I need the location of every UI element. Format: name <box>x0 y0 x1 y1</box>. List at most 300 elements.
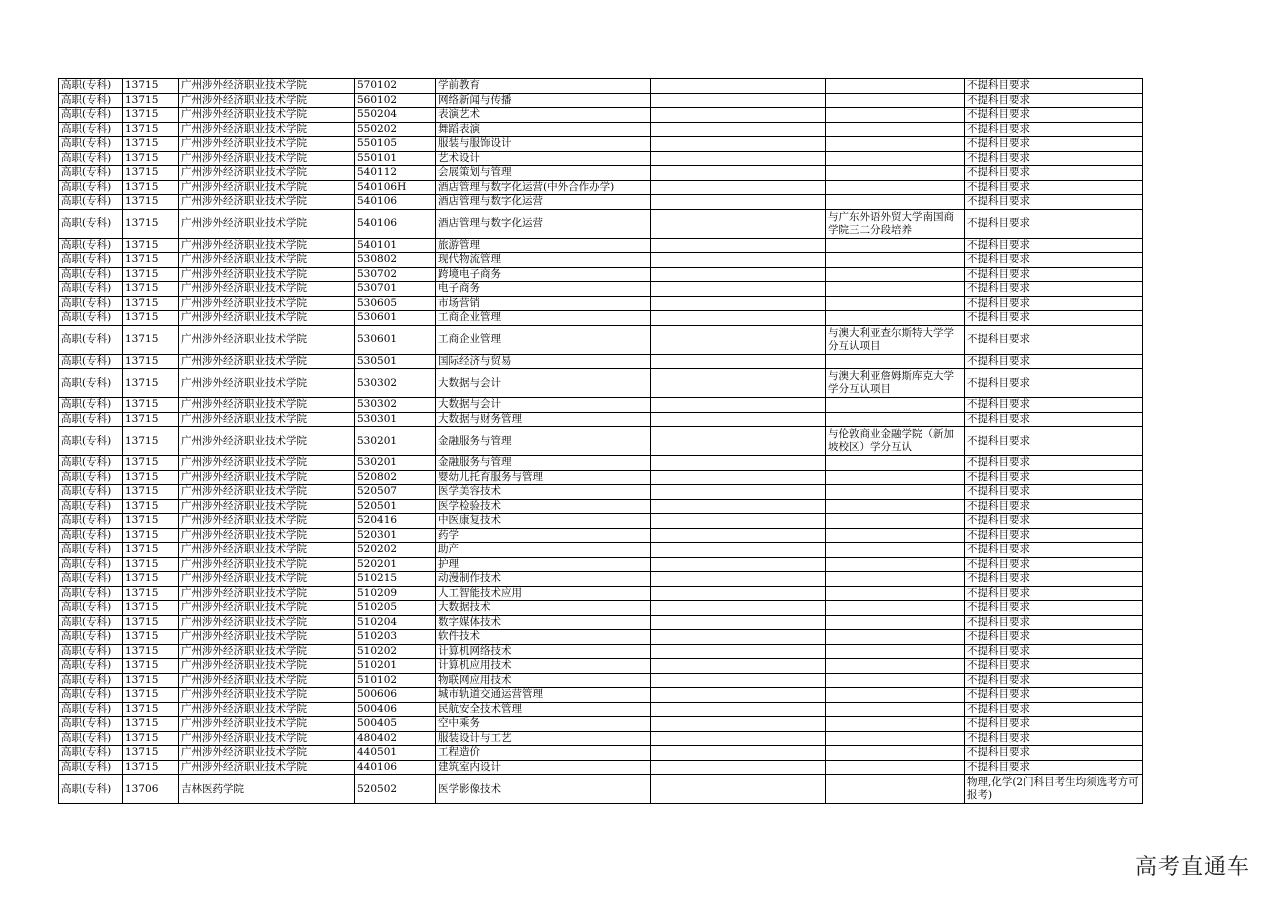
major-name-cell: 国际经济与贸易 <box>436 354 651 369</box>
note-cell <box>826 557 965 572</box>
major-code-cell: 520202 <box>355 543 436 558</box>
requirement-cell: 不提科目要求 <box>965 456 1143 471</box>
major-name-cell: 大数据与会计 <box>436 369 651 398</box>
level-cell: 高职(专科) <box>59 238 123 253</box>
requirement-cell: 不提科目要求 <box>965 267 1143 282</box>
code-cell: 13715 <box>123 253 179 268</box>
remark-cell <box>651 398 826 413</box>
remark-cell <box>651 79 826 94</box>
remark-cell <box>651 514 826 529</box>
major-code-cell: 530302 <box>355 369 436 398</box>
major-name-cell: 服装与服饰设计 <box>436 137 651 152</box>
note-cell <box>826 267 965 282</box>
major-code-cell: 510202 <box>355 644 436 659</box>
school-cell: 广州涉外经济职业技术学院 <box>179 456 355 471</box>
code-cell: 13715 <box>123 485 179 500</box>
school-cell: 广州涉外经济职业技术学院 <box>179 398 355 413</box>
major-code-cell: 510102 <box>355 673 436 688</box>
table-row <box>59 253 1143 268</box>
remark-cell <box>651 151 826 166</box>
table-row <box>59 514 1143 529</box>
table-row <box>59 311 1143 326</box>
requirement-cell: 不提科目要求 <box>965 137 1143 152</box>
school-cell: 广州涉外经济职业技术学院 <box>179 180 355 195</box>
major-name-cell: 工商企业管理 <box>436 311 651 326</box>
major-code-cell: 520501 <box>355 499 436 514</box>
major-name-cell: 婴幼儿托育服务与管理 <box>436 470 651 485</box>
requirement-cell: 不提科目要求 <box>965 514 1143 529</box>
table-row <box>59 717 1143 732</box>
major-code-cell: 510205 <box>355 601 436 616</box>
school-cell: 广州涉外经济职业技术学院 <box>179 485 355 500</box>
note-cell: 与广东外语外贸大学南国商学院三二分段培养 <box>826 209 965 238</box>
school-cell: 广州涉外经济职业技术学院 <box>179 586 355 601</box>
school-cell: 广州涉外经济职业技术学院 <box>179 528 355 543</box>
requirement-cell: 不提科目要求 <box>965 282 1143 297</box>
level-cell: 高职(专科) <box>59 267 123 282</box>
remark-cell <box>651 543 826 558</box>
remark-cell <box>651 93 826 108</box>
code-cell: 13715 <box>123 717 179 732</box>
code-cell: 13715 <box>123 615 179 630</box>
table-row <box>59 615 1143 630</box>
school-cell: 广州涉外经济职业技术学院 <box>179 717 355 732</box>
level-cell: 高职(专科) <box>59 543 123 558</box>
level-cell: 高职(专科) <box>59 93 123 108</box>
school-cell: 广州涉外经济职业技术学院 <box>179 354 355 369</box>
requirement-cell: 物理,化学(2门科目考生均须选考方可报考) <box>965 775 1143 804</box>
school-cell: 广州涉外经济职业技术学院 <box>179 253 355 268</box>
table-row <box>59 644 1143 659</box>
remark-cell <box>651 572 826 587</box>
school-cell: 广州涉外经济职业技术学院 <box>179 688 355 703</box>
major-code-cell: 500406 <box>355 702 436 717</box>
code-cell: 13715 <box>123 412 179 427</box>
table-row <box>59 93 1143 108</box>
level-cell: 高职(专科) <box>59 557 123 572</box>
remark-cell <box>651 702 826 717</box>
code-cell: 13715 <box>123 731 179 746</box>
major-name-cell: 药学 <box>436 528 651 543</box>
code-cell: 13715 <box>123 572 179 587</box>
note-cell <box>826 586 965 601</box>
major-code-cell: 570102 <box>355 79 436 94</box>
table-row <box>59 180 1143 195</box>
level-cell: 高职(专科) <box>59 572 123 587</box>
requirement-cell: 不提科目要求 <box>965 615 1143 630</box>
requirement-cell: 不提科目要求 <box>965 253 1143 268</box>
level-cell: 高职(专科) <box>59 688 123 703</box>
code-cell: 13715 <box>123 746 179 761</box>
table-body <box>59 79 1143 804</box>
code-cell: 13715 <box>123 398 179 413</box>
school-cell: 广州涉外经济职业技术学院 <box>179 514 355 529</box>
school-cell: 广州涉外经济职业技术学院 <box>179 311 355 326</box>
major-name-cell: 数字媒体技术 <box>436 615 651 630</box>
major-name-cell: 软件技术 <box>436 630 651 645</box>
level-cell: 高职(专科) <box>59 601 123 616</box>
requirement-cell: 不提科目要求 <box>965 93 1143 108</box>
requirement-cell: 不提科目要求 <box>965 151 1143 166</box>
remark-cell <box>651 253 826 268</box>
major-code-cell: 550101 <box>355 151 436 166</box>
major-name-cell: 物联网应用技术 <box>436 673 651 688</box>
major-code-cell: 510204 <box>355 615 436 630</box>
note-cell <box>826 122 965 137</box>
requirement-cell: 不提科目要求 <box>965 354 1143 369</box>
requirement-cell: 不提科目要求 <box>965 557 1143 572</box>
note-cell <box>826 644 965 659</box>
remark-cell <box>651 615 826 630</box>
remark-cell <box>651 296 826 311</box>
major-name-cell: 城市轨道交通运营管理 <box>436 688 651 703</box>
remark-cell <box>651 325 826 354</box>
school-cell: 广州涉外经济职业技术学院 <box>179 369 355 398</box>
code-cell: 13715 <box>123 673 179 688</box>
school-cell: 广州涉外经济职业技术学院 <box>179 296 355 311</box>
requirement-cell: 不提科目要求 <box>965 369 1143 398</box>
remark-cell <box>651 209 826 238</box>
school-cell: 广州涉外经济职业技术学院 <box>179 572 355 587</box>
school-cell: 广州涉外经济职业技术学院 <box>179 543 355 558</box>
school-cell: 广州涉外经济职业技术学院 <box>179 731 355 746</box>
major-name-cell: 工程造价 <box>436 746 651 761</box>
level-cell: 高职(专科) <box>59 702 123 717</box>
remark-cell <box>651 180 826 195</box>
school-cell: 广州涉外经济职业技术学院 <box>179 166 355 181</box>
note-cell <box>826 282 965 297</box>
code-cell: 13715 <box>123 122 179 137</box>
table-row <box>59 166 1143 181</box>
requirement-cell: 不提科目要求 <box>965 659 1143 674</box>
school-cell: 广州涉外经济职业技术学院 <box>179 601 355 616</box>
code-cell: 13715 <box>123 195 179 210</box>
major-name-cell: 金融服务与管理 <box>436 456 651 471</box>
table-row <box>59 398 1143 413</box>
note-cell <box>826 760 965 775</box>
table-row <box>59 688 1143 703</box>
level-cell: 高职(专科) <box>59 209 123 238</box>
requirement-cell: 不提科目要求 <box>965 572 1143 587</box>
school-cell: 广州涉外经济职业技术学院 <box>179 238 355 253</box>
major-code-cell: 520201 <box>355 557 436 572</box>
level-cell: 高职(专科) <box>59 586 123 601</box>
table-row <box>59 282 1143 297</box>
note-cell <box>826 137 965 152</box>
remark-cell <box>651 166 826 181</box>
requirement-cell: 不提科目要求 <box>965 543 1143 558</box>
remark-cell <box>651 760 826 775</box>
code-cell: 13715 <box>123 601 179 616</box>
code-cell: 13715 <box>123 238 179 253</box>
table-row <box>59 369 1143 398</box>
remark-cell <box>651 717 826 732</box>
note-cell <box>826 180 965 195</box>
note-cell <box>826 166 965 181</box>
level-cell: 高职(专科) <box>59 746 123 761</box>
remark-cell <box>651 108 826 123</box>
note-cell <box>826 775 965 804</box>
level-cell: 高职(专科) <box>59 485 123 500</box>
major-code-cell: 530605 <box>355 296 436 311</box>
note-cell <box>826 253 965 268</box>
school-cell: 广州涉外经济职业技术学院 <box>179 427 355 456</box>
code-cell: 13715 <box>123 93 179 108</box>
major-name-cell: 现代物流管理 <box>436 253 651 268</box>
note-cell <box>826 456 965 471</box>
major-name-cell: 跨境电子商务 <box>436 267 651 282</box>
note-cell <box>826 702 965 717</box>
level-cell: 高职(专科) <box>59 253 123 268</box>
level-cell: 高职(专科) <box>59 630 123 645</box>
remark-cell <box>651 659 826 674</box>
school-cell: 广州涉外经济职业技术学院 <box>179 746 355 761</box>
major-code-cell: 530201 <box>355 456 436 471</box>
code-cell: 13715 <box>123 209 179 238</box>
school-cell: 广州涉外经济职业技术学院 <box>179 267 355 282</box>
note-cell <box>826 470 965 485</box>
remark-cell <box>651 412 826 427</box>
level-cell: 高职(专科) <box>59 137 123 152</box>
remark-cell <box>651 137 826 152</box>
major-code-cell: 510215 <box>355 572 436 587</box>
requirement-cell: 不提科目要求 <box>965 644 1143 659</box>
level-cell: 高职(专科) <box>59 775 123 804</box>
major-name-cell: 人工智能技术应用 <box>436 586 651 601</box>
code-cell: 13715 <box>123 267 179 282</box>
table-row <box>59 775 1143 804</box>
school-cell: 吉林医药学院 <box>179 775 355 804</box>
remark-cell <box>651 746 826 761</box>
major-name-cell: 旅游管理 <box>436 238 651 253</box>
major-code-cell: 520416 <box>355 514 436 529</box>
requirement-cell: 不提科目要求 <box>965 470 1143 485</box>
major-code-cell: 530601 <box>355 325 436 354</box>
requirement-cell: 不提科目要求 <box>965 586 1143 601</box>
major-name-cell: 会展策划与管理 <box>436 166 651 181</box>
remark-cell <box>651 485 826 500</box>
major-code-cell: 440106 <box>355 760 436 775</box>
major-code-cell: 520502 <box>355 775 436 804</box>
note-cell <box>826 746 965 761</box>
level-cell: 高职(专科) <box>59 369 123 398</box>
remark-cell <box>651 630 826 645</box>
requirement-cell: 不提科目要求 <box>965 601 1143 616</box>
level-cell: 高职(专科) <box>59 354 123 369</box>
table-row <box>59 557 1143 572</box>
school-cell: 广州涉外经济职业技术学院 <box>179 195 355 210</box>
major-code-cell: 530802 <box>355 253 436 268</box>
major-name-cell: 艺术设计 <box>436 151 651 166</box>
requirement-cell: 不提科目要求 <box>965 746 1143 761</box>
note-cell <box>826 93 965 108</box>
major-code-cell: 520301 <box>355 528 436 543</box>
remark-cell <box>651 311 826 326</box>
major-name-cell: 民航安全技术管理 <box>436 702 651 717</box>
major-name-cell: 酒店管理与数字化运营(中外合作办学) <box>436 180 651 195</box>
remark-cell <box>651 601 826 616</box>
requirement-cell: 不提科目要求 <box>965 760 1143 775</box>
school-cell: 广州涉外经济职业技术学院 <box>179 470 355 485</box>
note-cell: 与澳大利亚查尔斯特大学学分互认项目 <box>826 325 965 354</box>
major-name-cell: 大数据与财务管理 <box>436 412 651 427</box>
level-cell: 高职(专科) <box>59 180 123 195</box>
level-cell: 高职(专科) <box>59 514 123 529</box>
requirement-cell: 不提科目要求 <box>965 238 1143 253</box>
remark-cell <box>651 195 826 210</box>
level-cell: 高职(专科) <box>59 528 123 543</box>
school-cell: 广州涉外经济职业技术学院 <box>179 673 355 688</box>
watermark-logo: 高考直通车 <box>1134 855 1250 880</box>
level-cell: 高职(专科) <box>59 644 123 659</box>
requirement-cell: 不提科目要求 <box>965 180 1143 195</box>
table-row <box>59 238 1143 253</box>
table-row <box>59 151 1143 166</box>
note-cell <box>826 412 965 427</box>
major-name-cell: 市场营销 <box>436 296 651 311</box>
code-cell: 13715 <box>123 644 179 659</box>
major-code-cell: 530702 <box>355 267 436 282</box>
level-cell: 高职(专科) <box>59 615 123 630</box>
requirement-cell: 不提科目要求 <box>965 195 1143 210</box>
level-cell: 高职(专科) <box>59 673 123 688</box>
school-cell: 广州涉外经济职业技术学院 <box>179 412 355 427</box>
requirement-cell: 不提科目要求 <box>965 398 1143 413</box>
table-row <box>59 79 1143 94</box>
level-cell: 高职(专科) <box>59 412 123 427</box>
remark-cell <box>651 528 826 543</box>
note-cell <box>826 601 965 616</box>
code-cell: 13715 <box>123 586 179 601</box>
note-cell <box>826 311 965 326</box>
admissions-table <box>58 78 1143 804</box>
major-name-cell: 酒店管理与数字化运营 <box>436 195 651 210</box>
note-cell <box>826 398 965 413</box>
level-cell: 高职(专科) <box>59 108 123 123</box>
requirement-cell: 不提科目要求 <box>965 296 1143 311</box>
major-name-cell: 电子商务 <box>436 282 651 297</box>
level-cell: 高职(专科) <box>59 195 123 210</box>
school-cell: 广州涉外经济职业技术学院 <box>179 499 355 514</box>
remark-cell <box>651 499 826 514</box>
table-row <box>59 195 1143 210</box>
requirement-cell: 不提科目要求 <box>965 108 1143 123</box>
table-row <box>59 427 1143 456</box>
major-name-cell: 舞蹈表演 <box>436 122 651 137</box>
school-cell: 广州涉外经济职业技术学院 <box>179 557 355 572</box>
requirement-cell: 不提科目要求 <box>965 499 1143 514</box>
code-cell: 13715 <box>123 514 179 529</box>
school-cell: 广州涉外经济职业技术学院 <box>179 137 355 152</box>
major-name-cell: 服装设计与工艺 <box>436 731 651 746</box>
major-name-cell: 医学影像技术 <box>436 775 651 804</box>
code-cell: 13715 <box>123 543 179 558</box>
remark-cell <box>651 673 826 688</box>
major-name-cell: 金融服务与管理 <box>436 427 651 456</box>
major-code-cell: 520802 <box>355 470 436 485</box>
major-name-cell: 大数据技术 <box>436 601 651 616</box>
code-cell: 13715 <box>123 282 179 297</box>
major-code-cell: 540106 <box>355 195 436 210</box>
table-row <box>59 209 1143 238</box>
school-cell: 广州涉外经济职业技术学院 <box>179 122 355 137</box>
requirement-cell: 不提科目要求 <box>965 485 1143 500</box>
table-row <box>59 601 1143 616</box>
major-code-cell: 530301 <box>355 412 436 427</box>
major-code-cell: 500606 <box>355 688 436 703</box>
requirement-cell: 不提科目要求 <box>965 673 1143 688</box>
requirement-cell: 不提科目要求 <box>965 325 1143 354</box>
table-row <box>59 485 1143 500</box>
school-cell: 广州涉外经济职业技术学院 <box>179 79 355 94</box>
table-row <box>59 659 1143 674</box>
requirement-cell: 不提科目要求 <box>965 702 1143 717</box>
remark-cell <box>651 238 826 253</box>
remark-cell <box>651 282 826 297</box>
major-code-cell: 530601 <box>355 311 436 326</box>
code-cell: 13715 <box>123 108 179 123</box>
table-row <box>59 702 1143 717</box>
code-cell: 13715 <box>123 528 179 543</box>
remark-cell <box>651 586 826 601</box>
note-cell <box>826 717 965 732</box>
remark-cell <box>651 775 826 804</box>
table-row <box>59 528 1143 543</box>
table-row <box>59 499 1143 514</box>
table-row <box>59 122 1143 137</box>
note-cell: 与伦敦商业金融学院（新加坡校区）学分互认 <box>826 427 965 456</box>
level-cell: 高职(专科) <box>59 731 123 746</box>
code-cell: 13715 <box>123 151 179 166</box>
table-row <box>59 137 1143 152</box>
remark-cell <box>651 354 826 369</box>
requirement-cell: 不提科目要求 <box>965 412 1143 427</box>
major-name-cell: 表演艺术 <box>436 108 651 123</box>
school-cell: 广州涉外经济职业技术学院 <box>179 760 355 775</box>
school-cell: 广州涉外经济职业技术学院 <box>179 108 355 123</box>
major-name-cell: 大数据与会计 <box>436 398 651 413</box>
major-name-cell: 酒店管理与数字化运营 <box>436 209 651 238</box>
code-cell: 13715 <box>123 325 179 354</box>
major-name-cell: 网络新闻与传播 <box>436 93 651 108</box>
major-name-cell: 计算机网络技术 <box>436 644 651 659</box>
school-cell: 广州涉外经济职业技术学院 <box>179 630 355 645</box>
school-cell: 广州涉外经济职业技术学院 <box>179 93 355 108</box>
table-row <box>59 296 1143 311</box>
code-cell: 13715 <box>123 630 179 645</box>
major-name-cell: 工商企业管理 <box>436 325 651 354</box>
code-cell: 13715 <box>123 369 179 398</box>
requirement-cell: 不提科目要求 <box>965 427 1143 456</box>
code-cell: 13715 <box>123 137 179 152</box>
school-cell: 广州涉外经济职业技术学院 <box>179 702 355 717</box>
school-cell: 广州涉外经济职业技术学院 <box>179 325 355 354</box>
remark-cell <box>651 470 826 485</box>
note-cell <box>826 615 965 630</box>
code-cell: 13715 <box>123 79 179 94</box>
note-cell <box>826 514 965 529</box>
note-cell <box>826 731 965 746</box>
major-code-cell: 520507 <box>355 485 436 500</box>
level-cell: 高职(专科) <box>59 296 123 311</box>
major-code-cell: 510209 <box>355 586 436 601</box>
table-row <box>59 572 1143 587</box>
major-code-cell: 510203 <box>355 630 436 645</box>
major-code-cell: 530201 <box>355 427 436 456</box>
requirement-cell: 不提科目要求 <box>965 528 1143 543</box>
requirement-cell: 不提科目要求 <box>965 166 1143 181</box>
major-name-cell: 空中乘务 <box>436 717 651 732</box>
